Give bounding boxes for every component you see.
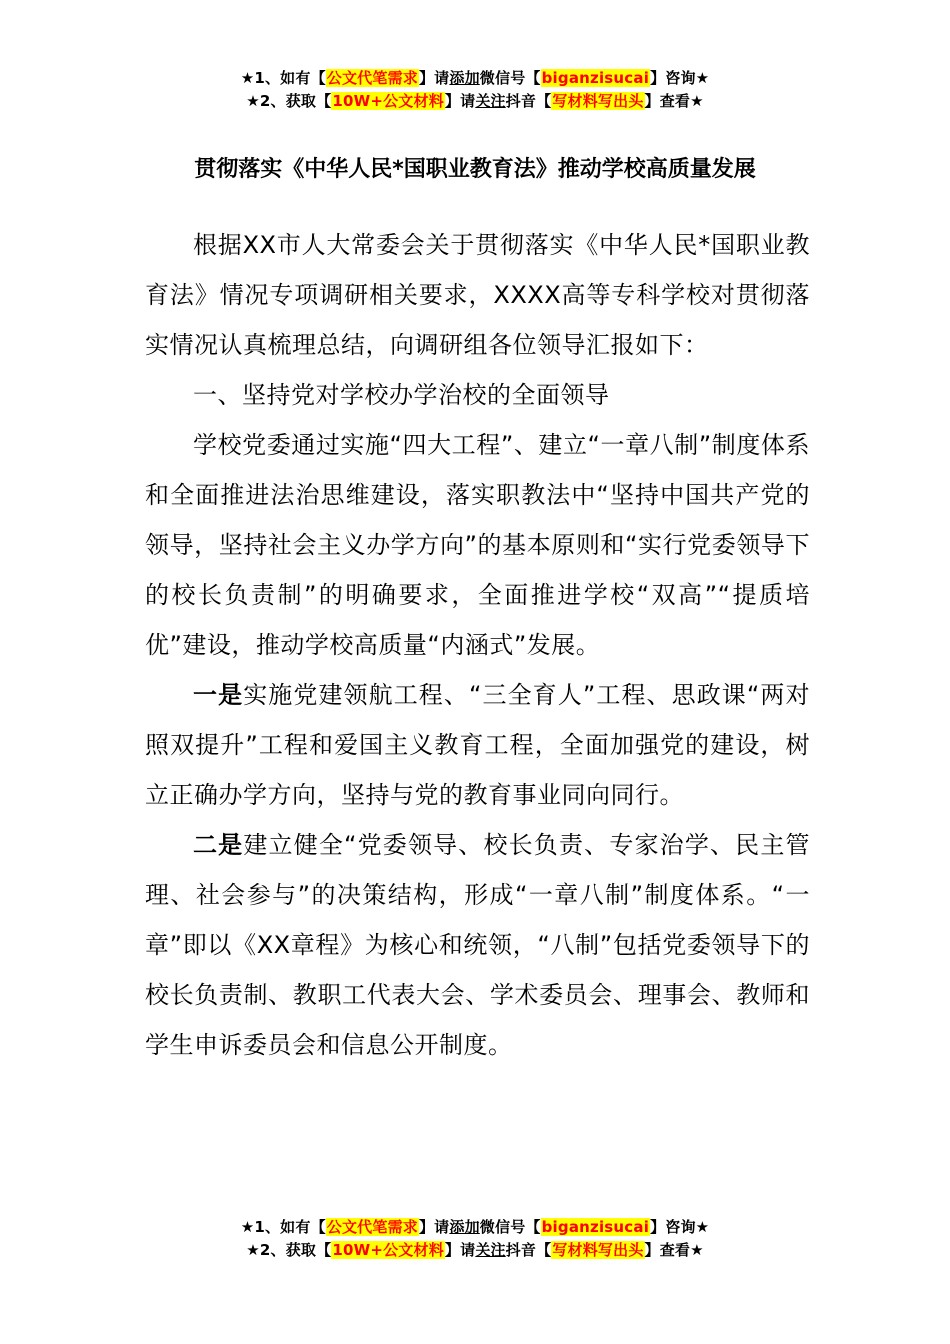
- ad-highlight: 写材料写出头: [552, 92, 644, 110]
- point-paragraph-2: [145, 820, 810, 1070]
- intro-paragraph: 根据XX市人大常委会关于贯彻落实《中华人民*国职业教育法》情况专项调研相关要求，XXXX高等专科学校对贯彻落实情况认真梳理总结，向调研组各位领导汇报如下：: [145, 231, 810, 359]
- ad-text: 微信号【: [479, 1218, 541, 1236]
- footer-ad-line-1: [0, 1216, 950, 1239]
- header-ad-line-1: [0, 67, 950, 90]
- document-body: [145, 220, 810, 1070]
- footer-ad-block: [0, 1216, 950, 1262]
- ad-text: 】请: [418, 1218, 450, 1236]
- header-ad-line-2: [0, 90, 950, 113]
- point-text: 实施党建领航工程、“三全育人”工程、思政课“两对照双提升”工程和爱国主义教育工程，全面加强党的建设，树立正确办学方向，坚持与党的教育事业同向同行。: [145, 681, 810, 809]
- point-text: 建立健全“党委领导、校长负责、专家治学、民主管理、社会参与”的决策结构，形成“一章八制”制度体系。“一章”即以《XX章程》为核心和统领，“八制”包括党委领导下的校长负责制、教职工代表大会、学术委员会、理事会、教师和学生申诉委员会和信息公开制度。: [145, 831, 810, 1059]
- ad-highlight: 公文代笔需求: [326, 1218, 418, 1236]
- ad-text: 】咨询★: [650, 1218, 710, 1236]
- ad-text: 抖音【: [505, 92, 552, 110]
- section-heading: 一、坚持党对学校办学治校的全面领导: [193, 381, 610, 409]
- section-body-paragraph: 学校党委通过实施“四大工程”、建立“一章八制”制度体系和全面推进法治思维建设，落实职教法中“坚持中国共产党的领导，坚持社会主义办学方向”的基本原则和“实行党委领导下的校长负责制”的明确要求，全面推进学校“双高”“提质培优”建设，推动学校高质量“内涵式”发展。: [145, 431, 810, 659]
- ad-text: ★2、获取【: [246, 1241, 332, 1259]
- ad-underline: 添加: [449, 1218, 480, 1236]
- ad-text: 】咨询★: [650, 69, 710, 87]
- point-lead: 二是: [193, 831, 244, 859]
- footer-ad-line-2: [0, 1239, 950, 1262]
- ad-text: ★2、获取【: [246, 92, 332, 110]
- ad-text: 】请: [444, 92, 476, 110]
- point-lead: 一是: [193, 681, 244, 709]
- ad-highlight: 10W+公文材料: [332, 1241, 444, 1259]
- ad-highlight: biganzisucai: [541, 69, 650, 87]
- ad-text: 】查看★: [644, 1241, 704, 1259]
- ad-highlight: 写材料写出头: [552, 1241, 644, 1259]
- header-ad-block: [0, 67, 950, 113]
- point-paragraph-1: [145, 670, 810, 820]
- ad-text: 】请: [418, 69, 450, 87]
- ad-underline: 关注: [475, 92, 506, 110]
- ad-highlight: 公文代笔需求: [326, 69, 418, 87]
- ad-highlight: 10W+公文材料: [332, 92, 444, 110]
- ad-text: 】查看★: [644, 92, 704, 110]
- ad-text: 微信号【: [479, 69, 541, 87]
- ad-text: 抖音【: [505, 1241, 552, 1259]
- document-title: 贯彻落实《中华人民*国职业教育法》推动学校高质量发展: [194, 157, 756, 182]
- ad-underline: 添加: [449, 69, 480, 87]
- ad-text: 】请: [444, 1241, 476, 1259]
- ad-highlight: biganzisucai: [541, 1218, 650, 1236]
- ad-text: ★1、如有【: [240, 1218, 326, 1236]
- ad-text: ★1、如有【: [240, 69, 326, 87]
- ad-underline: 关注: [475, 1241, 506, 1259]
